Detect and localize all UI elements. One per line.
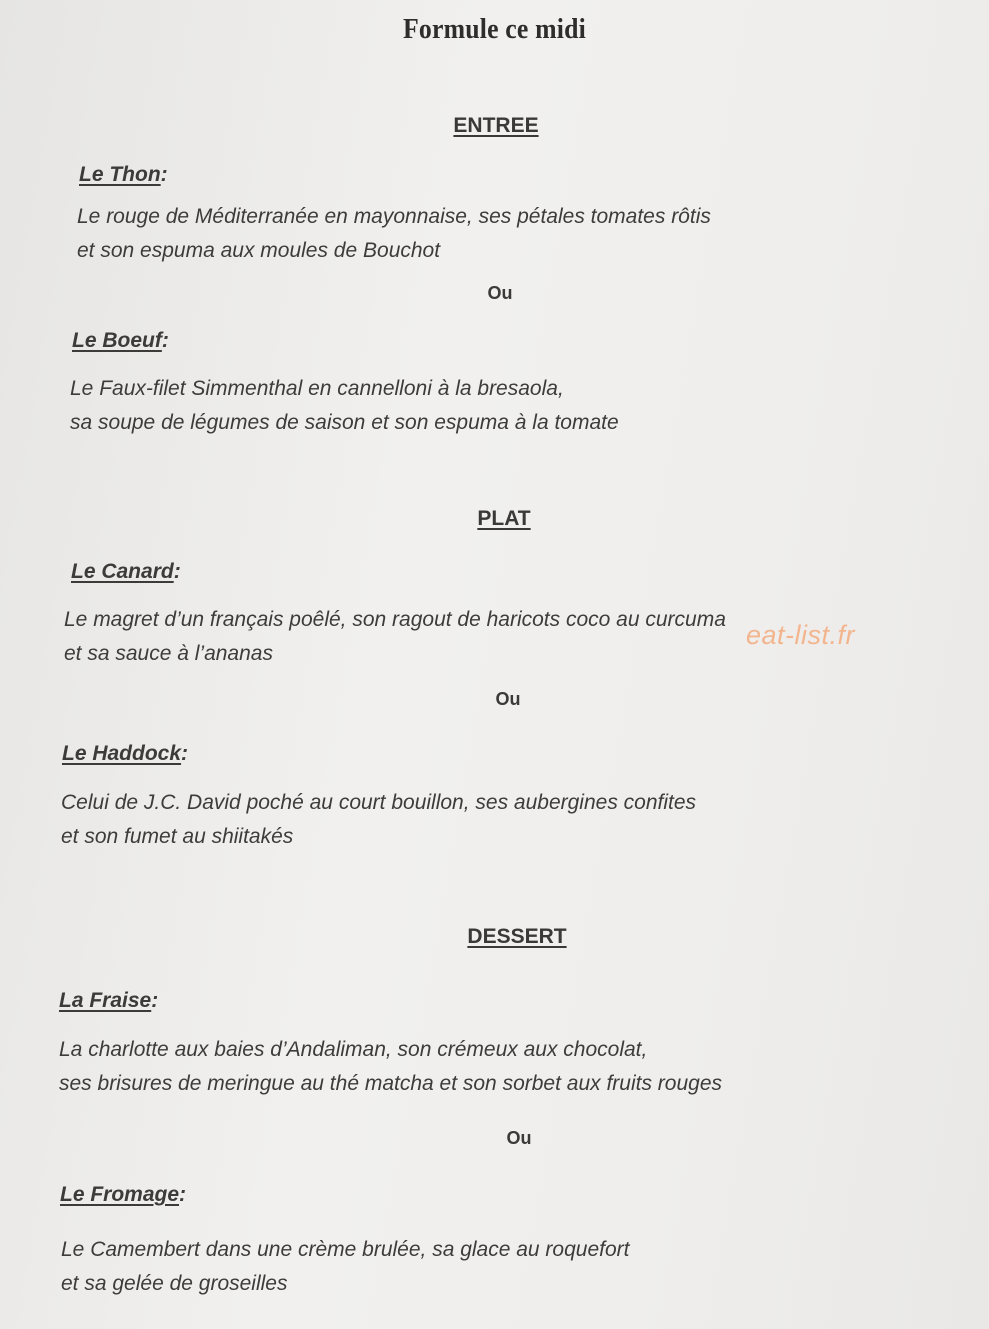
watermark-eat-list: eat-list.fr (746, 620, 856, 650)
section-title-entree: ENTREE (453, 114, 539, 137)
dish-description-le-fromage (61, 1233, 630, 1301)
dish-name-text: Le Fromage (60, 1183, 180, 1206)
description-line: et son espuma aux moules de Bouchot (77, 239, 441, 262)
description-line: Le rouge de Méditerranée en mayonnaise, ses pétales tomates rôtis (77, 205, 711, 228)
description-line: et son fumet au shiitakés (61, 825, 294, 848)
separator-ou: Ou (495, 689, 521, 709)
dish-name-colon: : (161, 329, 169, 352)
separator-ou: Ou (487, 283, 513, 303)
dish-name-le-canard (71, 560, 181, 584)
dish-name-le-fromage (60, 1183, 186, 1207)
dish-name-le-thon (79, 163, 168, 187)
dish-name-le-haddock (62, 742, 188, 766)
description-line: Le Camembert dans une crème brulée, sa glace au roquefort (61, 1238, 630, 1261)
dish-description-le-boeuf (70, 372, 619, 440)
dish-name-colon: : (151, 989, 159, 1012)
dish-name-colon: : (181, 742, 189, 765)
description-line: Le Faux-filet Simmenthal en cannelloni à la bresaola, (70, 377, 564, 400)
dish-description-le-canard (64, 603, 726, 671)
dish-name-text: Le Thon (79, 163, 161, 186)
description-line: et sa sauce à l’ananas (64, 642, 273, 665)
dish-name-colon: : (173, 560, 181, 583)
dish-name-colon: : (179, 1183, 187, 1206)
description-line: Celui de J.C. David poché au court bouillon, ses aubergines confites (61, 791, 697, 814)
dish-name-text: Le Boeuf (72, 329, 162, 352)
dish-name-text: Le Canard (71, 560, 174, 583)
dish-name-text: La Fraise (59, 989, 152, 1012)
dish-name-le-boeuf (72, 329, 169, 353)
dish-name-text: Le Haddock (62, 742, 182, 765)
description-line: La charlotte aux baies d’Andaliman, son crémeux aux chocolat, (59, 1038, 648, 1061)
section-title-dessert: DESSERT (467, 925, 567, 948)
description-line: et sa gelée de groseilles (61, 1272, 288, 1295)
separator-ou: Ou (506, 1128, 532, 1148)
dish-description-le-thon (77, 200, 711, 268)
dish-description-le-haddock (61, 786, 696, 854)
dish-description-la-fraise (59, 1033, 722, 1101)
menu-title: Formule ce midi (402, 14, 587, 45)
dish-name-colon: : (160, 163, 168, 186)
section-title-plat: PLAT (477, 507, 531, 530)
description-line: ses brisures de meringue au thé matcha et son sorbet aux fruits rouges (59, 1072, 723, 1095)
description-line: Le magret d’un français poêlé, son ragout de haricots coco au curcuma (64, 608, 726, 631)
dish-name-la-fraise (59, 989, 158, 1013)
description-line: sa soupe de légumes de saison et son espuma à la tomate (70, 411, 619, 434)
